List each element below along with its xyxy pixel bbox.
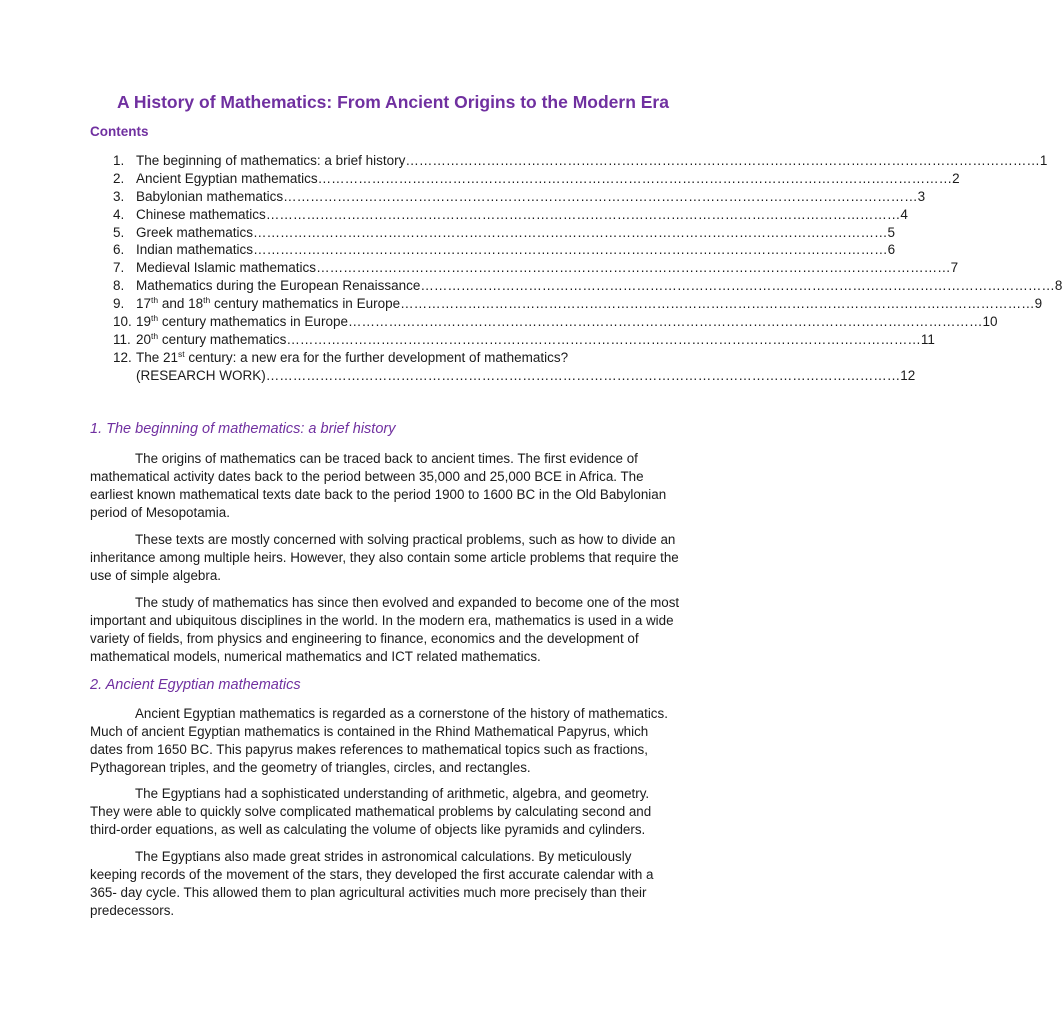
toc-title-part: 20 (136, 331, 152, 347)
toc-title: Greek mathematics (136, 224, 254, 240)
toc-title: Ancient Egyptian mathematics (136, 170, 318, 186)
toc-entry[interactable] (113, 259, 959, 277)
toc-page-number: 12 (900, 367, 916, 383)
toc-number: 6. (113, 242, 125, 258)
toc-page-number: 5 (887, 224, 896, 240)
toc-title-continuation: (RESEARCH WORK) (136, 367, 266, 383)
table-of-contents (113, 152, 1062, 385)
toc-title-part: century mathematics (158, 331, 287, 347)
toc-title (136, 331, 286, 349)
toc-leader (405, 152, 1040, 170)
toc-entry[interactable] (113, 277, 1062, 295)
document-title: A History of Mathematics: From Ancient Origins to the Modern Era (117, 92, 669, 112)
section-heading: 1. The beginning of mathematics: a brief history (90, 421, 396, 437)
toc-leader (266, 367, 901, 385)
toc-title-part: century mathematics in Europe (158, 314, 348, 330)
toc-page-number: 1 (1039, 153, 1048, 168)
toc-title-part: century mathematics in Europe (210, 296, 401, 312)
toc-page-number: 10 (982, 314, 998, 330)
body-paragraph: The origins of mathematics can be traced back to ancient times. The first evidence of mathematical activity dates back to the period between 35,000 and 25,000 BCE in Africa. The earliest known mathematical texts date back to the period 1900 to 1600 BC in the Old Babylonian period of Mesopotamia. (90, 451, 667, 521)
toc-title: Indian mathematics (136, 242, 254, 258)
toc-leader (400, 295, 1035, 313)
toc-number: 10. (113, 314, 132, 330)
toc-number: 7. (113, 260, 125, 276)
body-paragraph: The study of mathematics has since then evolved and expanded to become one of the most important and ubiquitous disciplines in the world. In the modern era, mathematics is used in a wide variety of fields, from physics and engineering to finance, economics and the development of mathematical models, numerical mathematics and ICT related mathematics. (90, 595, 680, 665)
toc-entry[interactable] (113, 206, 908, 224)
toc-title-part: 19 (136, 314, 152, 330)
toc-page-number: 4 (900, 206, 908, 222)
toc-number: 1. (113, 153, 125, 168)
toc-number: 8. (113, 278, 125, 294)
toc-entry[interactable] (113, 188, 926, 206)
toc-title: Mathematics during the European Renaissance (136, 278, 421, 294)
body-paragraph: These texts are mostly concerned with solving practical problems, such as how to divide an inheritance among multiple heirs. However, they also contain some article problems that require the use of simple algebra. (90, 532, 679, 584)
toc-title: Medieval Islamic mathematics (136, 260, 317, 276)
toc-leader (348, 313, 983, 331)
body-paragraph: The Egyptians also made great strides in astronomical calculations. By meticulously keeping records of the movement of the stars, they developed the first accurate calendar with a 365- day cycle. This allowed them to plan agricultural activities much more precisely than their predecessors. (90, 849, 654, 919)
toc-title-part: and 18 (158, 296, 204, 312)
toc-leader (283, 188, 918, 206)
toc-number: 9. (113, 296, 125, 312)
toc-number: 5. (113, 224, 125, 240)
toc-number: 11. (113, 331, 131, 347)
body-paragraph: The Egyptians had a sophisticated understanding of arithmetic, algebra, and geometry. They were able to quickly solve complicated mathematical problems by calculating second and third-order equations, as well as calculating the volume of objects like pyramids and cylinders. (90, 786, 652, 838)
toc-leader (316, 259, 951, 277)
toc-entry[interactable] (113, 295, 1043, 313)
toc-title: Babylonian mathematics (136, 188, 284, 204)
toc-leader (420, 277, 1055, 295)
toc-page-number: 8 (1054, 278, 1062, 294)
toc-title: Chinese mathematics (136, 206, 266, 222)
toc-page-number: 3 (917, 188, 926, 204)
toc-title (136, 313, 348, 331)
ordinal-suffix: th (151, 313, 159, 324)
toc-number: 4. (113, 206, 125, 222)
toc-page-number: 6 (887, 242, 896, 258)
toc-entry[interactable] (113, 170, 960, 188)
toc-page-number: 11 (920, 331, 935, 347)
toc-number: 12. (113, 349, 132, 365)
toc-title-part: The 21 (136, 349, 179, 365)
ordinal-suffix: th (151, 295, 159, 306)
ordinal-suffix: th (151, 330, 159, 341)
toc-title: The beginning of mathematics: a brief history (136, 153, 406, 168)
section-heading: 2. Ancient Egyptian mathematics (90, 677, 301, 693)
toc-page-number: 7 (950, 260, 959, 276)
toc-entry[interactable] (113, 241, 896, 259)
toc-title-part: 17 (136, 296, 152, 312)
toc-title-part: century: a new era for the further development of mathematics? (184, 349, 569, 365)
toc-leader (286, 331, 921, 349)
toc-leader (253, 241, 888, 259)
toc-leader (266, 206, 901, 224)
ordinal-suffix: st (178, 348, 185, 359)
body-paragraph: Ancient Egyptian mathematics is regarded as a cornerstone of the history of mathematics. Much of ancient Egyptian mathematics is contained in the Rhind Mathematical Papyrus, which dates from 1650 BC. This papyrus makes references to mathematical topics such as fractions, Pythagorean triples, and the geometry of triangles, circles, and rectangles. (90, 706, 668, 776)
contents-heading: Contents (90, 124, 149, 139)
toc-entry[interactable] (113, 313, 998, 331)
toc-entry[interactable] (113, 152, 1048, 170)
toc-leader (318, 170, 953, 188)
toc-leader (253, 224, 888, 242)
toc-number: 3. (113, 188, 125, 204)
toc-entry[interactable] (113, 348, 916, 385)
toc-entry[interactable] (113, 330, 935, 349)
toc-number: 2. (113, 170, 125, 186)
toc-title (136, 349, 915, 367)
ordinal-suffix: th (203, 295, 211, 306)
toc-page-number: 2 (952, 170, 960, 186)
toc-title (136, 295, 400, 313)
toc-entry[interactable] (113, 224, 896, 242)
toc-page-number: 9 (1034, 296, 1043, 312)
